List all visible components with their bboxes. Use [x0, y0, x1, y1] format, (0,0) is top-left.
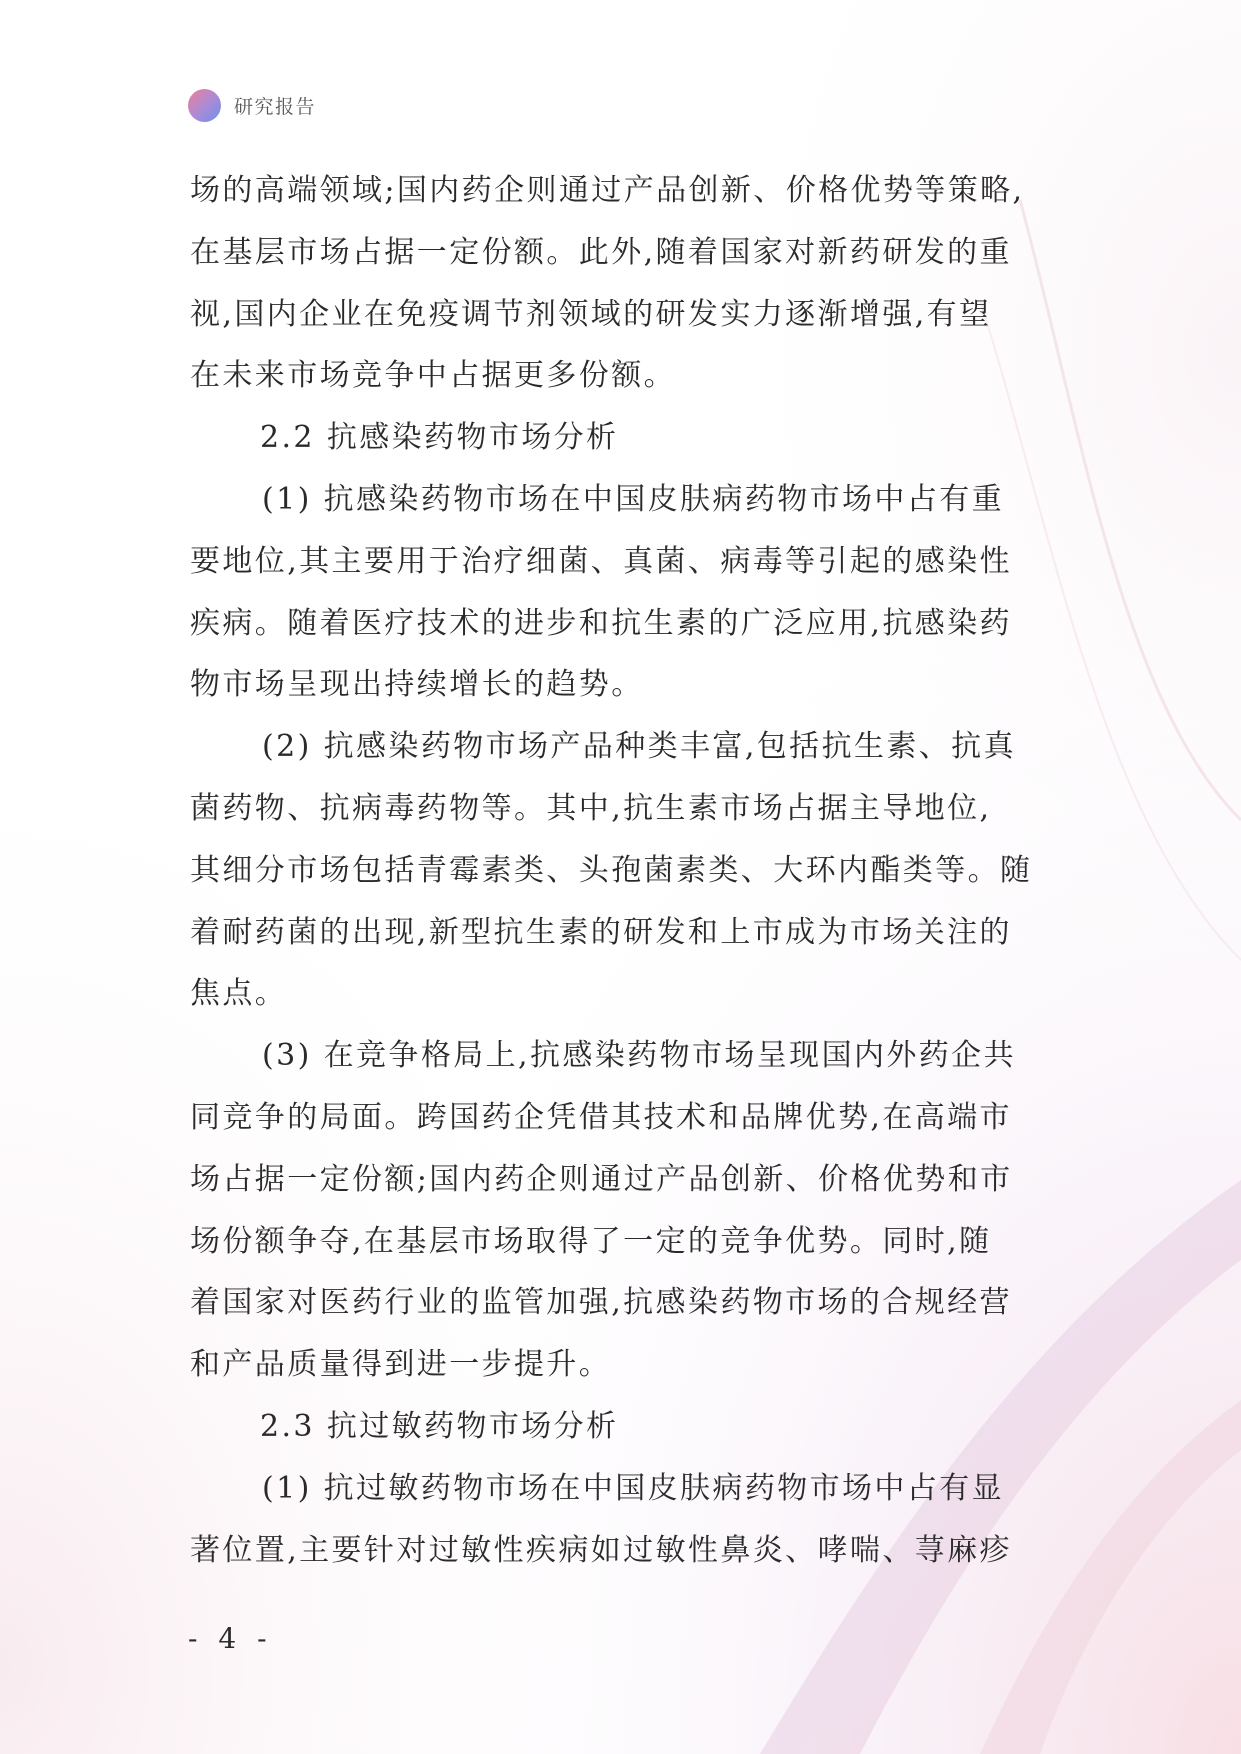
text-line: 菌药物、抗病毒药物等。其中,抗生素市场占据主导地位,	[190, 790, 992, 826]
body-text	[190, 160, 1050, 1581]
text-line: 物市场呈现出持续增长的趋势。	[190, 667, 644, 703]
header-label: 研究报告	[234, 95, 317, 118]
page-number: - 4 -	[188, 1622, 273, 1655]
text-line: 视,国内企业在免疫调节剂领域的研发实力逐渐增强,有望	[190, 296, 992, 332]
paragraph-start: (1) 抗过敏药物市场在中国皮肤病药物市场中占有显	[262, 1470, 1005, 1506]
text-line: 要地位,其主要用于治疗细菌、真菌、病毒等引起的感染性	[190, 543, 1012, 579]
section-heading-2-2: 2.2 抗感染药物市场分析	[260, 420, 619, 456]
text-line: 在未来市场竞争中占据更多份额。	[190, 358, 676, 394]
text-line: 焦点。	[190, 976, 288, 1012]
section-heading-2-3: 2.3 抗过敏药物市场分析	[260, 1408, 619, 1444]
text-line: 和产品质量得到进一步提升。	[190, 1347, 612, 1383]
paragraph-start: (2) 抗感染药物市场产品种类丰富,包括抗生素、抗真	[262, 729, 1016, 765]
text-line: 疾病。随着医疗技术的进步和抗生素的广泛应用,抗感染药	[190, 605, 1012, 641]
text-line: 其细分市场包括青霉素类、头孢菌素类、大环内酯类等。随	[190, 852, 1033, 888]
logo-circle-icon	[188, 89, 221, 122]
paragraph-start: (3) 在竞争格局上,抗感染药物市场呈现国内外药企共	[262, 1038, 1016, 1074]
text-line: 着耐药菌的出现,新型抗生素的研发和上市成为市场关注的	[190, 914, 1012, 950]
text-line: 场的高端领域;国内药企则通过产品创新、价格优势等策略,	[190, 173, 1025, 208]
text-line: 着国家对医药行业的监管加强,抗感染药物市场的合规经营	[190, 1285, 1012, 1321]
text-line: 在基层市场占据一定份额。此外,随着国家对新药研发的重	[190, 234, 1012, 270]
text-line: 著位置,主要针对过敏性疾病如过敏性鼻炎、哮喘、荨麻疹	[190, 1532, 1012, 1568]
text-line: 场份额争夺,在基层市场取得了一定的竞争优势。同时,随	[190, 1223, 992, 1259]
text-line: 同竞争的局面。跨国药企凭借其技术和品牌优势,在高端市	[190, 1099, 1012, 1135]
paragraph-start: (1) 抗感染药物市场在中国皮肤病药物市场中占有重	[262, 481, 1005, 517]
report-header	[188, 88, 316, 122]
text-line: 场占据一定份额;国内药企则通过产品创新、价格优势和市	[190, 1161, 1013, 1197]
